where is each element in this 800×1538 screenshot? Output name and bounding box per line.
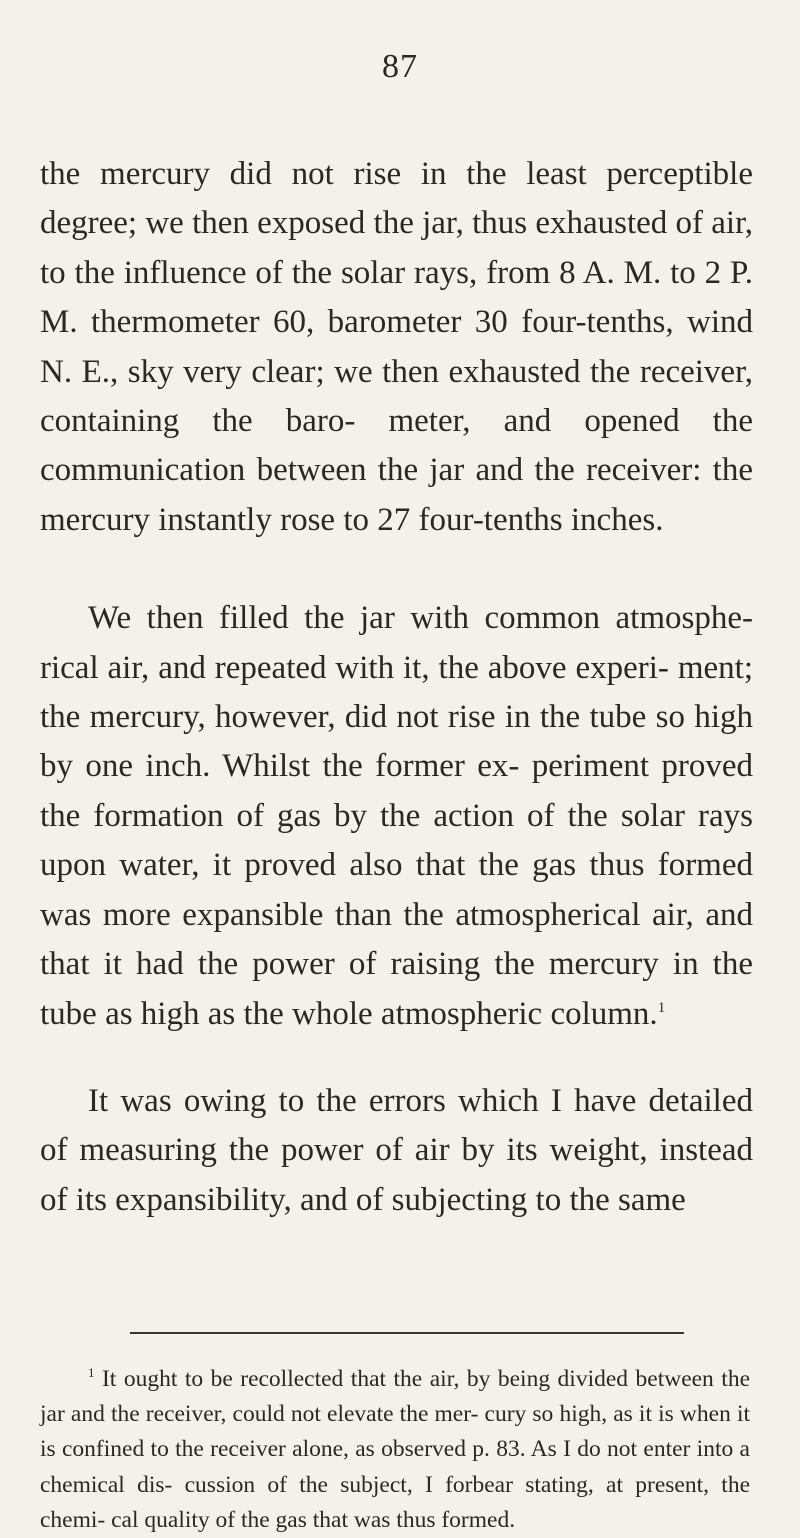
- footnote-divider: [130, 1332, 684, 1334]
- page-number: 87: [382, 48, 418, 85]
- footnote: [40, 1362, 750, 1538]
- paragraph-3: It was owing to the errors which I have detailed of measuring the power of air by its weight, instead of its expansibility, and of subjecting to the same: [40, 1082, 753, 1218]
- body-text: [40, 150, 753, 1225]
- paragraph-2-text: We then filled the jar with common atmosphe- rical air, and repeated with it, the above experi- ment; the mercury, however, did not rise in the tube so high by one inch. Whilst the former ex- periment proved the formation of gas by the action of the solar rays upon water, it proved also that the gas thus formed was more expansible than the atmospherical air, and that it had the power of raising the mercury in the tube as high as the whole atmospheric column.: [40, 600, 753, 1032]
- footnote-text: It ought to be recollected that the air, by being divided between the jar and the receiver, could not elevate the mer- cury so high, as it is when it is confined to the receiver alone, as observed p. 83. As I do not enter into a chemical dis- cussion of the subject, I forbear stating, at present, the chemi- cal quality of the gas that was thus formed.: [40, 1366, 750, 1533]
- footnote-reference: 1: [657, 999, 666, 1016]
- footnote-marker: 1: [88, 1365, 95, 1381]
- paragraph-1: the mercury did not rise in the least perceptible degree; we then exposed the jar, thus exhausted of air, to the influence of the solar rays, from 8 A. M. to 2 P. M. thermometer 60, barometer 30 four-tenths, wind N. E., sky very clear; we then exhausted the receiver, containing the baro- meter, and opened the communication between the jar and the receiver: the mercury instantly rose to 27 four-tenths inches.: [40, 156, 754, 538]
- paragraph-2: [40, 594, 753, 1039]
